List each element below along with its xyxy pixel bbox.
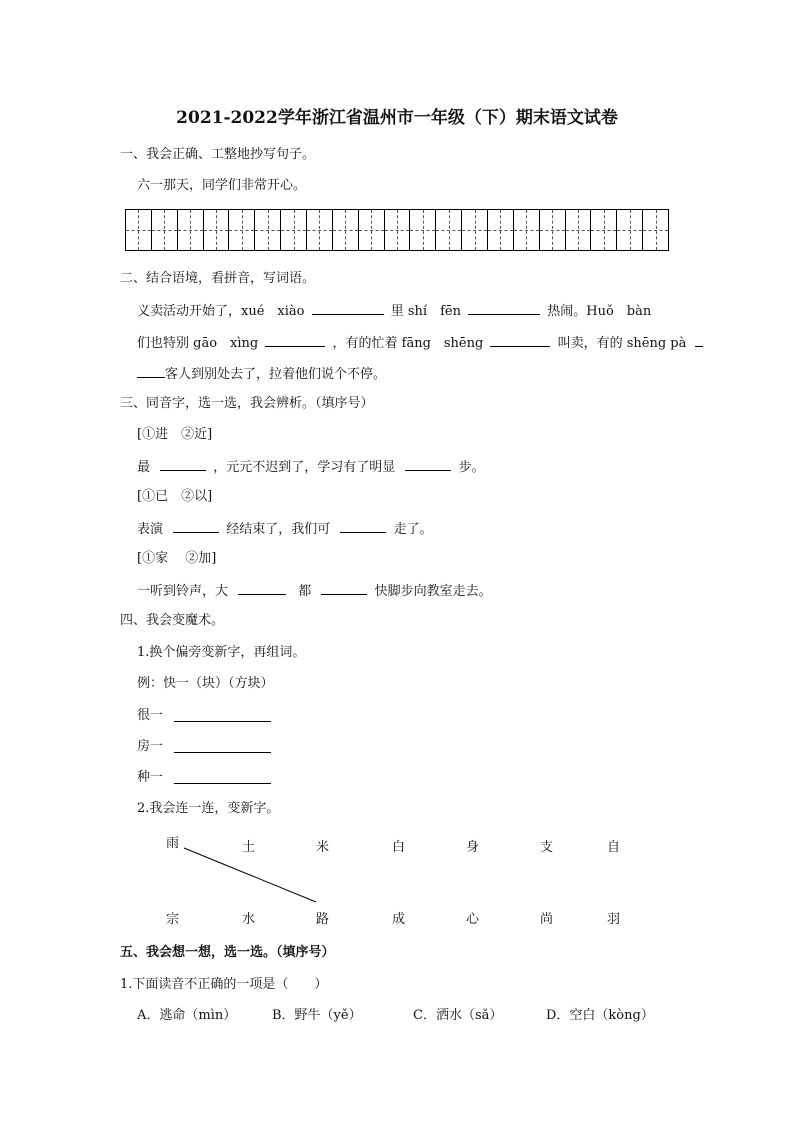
option-b[interactable]: B．野牛（yě） bbox=[272, 1008, 362, 1023]
text: 们也特别 gāo xìng bbox=[137, 336, 259, 351]
bottom-char[interactable]: 宗 bbox=[166, 912, 180, 927]
question-5-1: 1.下面读音不正确的一项是（ ） bbox=[120, 977, 328, 992]
top-char[interactable]: 支 bbox=[540, 840, 554, 855]
section-1-heading: 一、我会正确、工整地抄写句子。 bbox=[120, 147, 316, 162]
top-char[interactable]: 土 bbox=[242, 840, 256, 855]
text: 里 shí fēn bbox=[390, 304, 461, 319]
top-char[interactable]: 米 bbox=[316, 840, 330, 855]
item-label: 种一 bbox=[137, 770, 164, 785]
top-char[interactable]: 身 bbox=[466, 840, 480, 855]
text: ，元元不迟到了，学习有了明显 bbox=[213, 460, 396, 475]
part-4-2: 2.我会连一连，变新字。 bbox=[137, 801, 280, 816]
part-4-1: 1.换个偏旁变新字，再组词。 bbox=[137, 645, 306, 660]
example: 例：快一（块）（方块） bbox=[137, 676, 274, 691]
text: 客人到别处去了，拉着他们说个不停。 bbox=[165, 367, 387, 382]
text: 步。 bbox=[458, 460, 485, 475]
text: 表演 bbox=[137, 522, 164, 537]
copy-sentence: 六一那天，同学们非常开心。 bbox=[137, 178, 307, 193]
char-group-3: [①家 ②加] bbox=[137, 551, 217, 566]
section-5-heading: 五、我会想一想，选一选。（填序号） bbox=[120, 945, 335, 960]
bottom-char[interactable]: 心 bbox=[466, 912, 480, 927]
text: 热闹。Huǒ bàn bbox=[547, 304, 652, 319]
option-d[interactable]: D．空白（kòng） bbox=[546, 1008, 654, 1023]
text: 一听到铃声，大 bbox=[137, 584, 229, 599]
char-group-2: [①已 ②以] bbox=[137, 489, 213, 504]
text: ，有的忙着 fāng shēng bbox=[332, 336, 484, 351]
bottom-char[interactable]: 成 bbox=[392, 912, 406, 927]
bottom-char[interactable]: 尚 bbox=[540, 912, 554, 927]
text: 经结束了，我们可 bbox=[226, 522, 331, 537]
item-label: 房一 bbox=[137, 739, 164, 754]
bottom-char[interactable]: 路 bbox=[316, 912, 330, 927]
page-title: 2021-2022学年浙江省温州市一年级（下）期末语文试卷 bbox=[176, 108, 618, 128]
top-char[interactable]: 自 bbox=[607, 840, 621, 855]
text: 都 bbox=[298, 584, 312, 599]
section-4-heading: 四、我会变魔术。 bbox=[120, 613, 225, 628]
text: 走了。 bbox=[393, 522, 433, 537]
option-a[interactable]: A．逃命（mìn） bbox=[137, 1008, 237, 1023]
option-c[interactable]: C．洒水（sǎ） bbox=[413, 1008, 503, 1023]
section-3-heading: 三、同音字，选一选，我会辨析。（填序号） bbox=[120, 396, 374, 411]
bottom-char[interactable]: 水 bbox=[242, 912, 256, 927]
char-group-1: [①进 ②近] bbox=[137, 427, 213, 442]
item-label: 很一 bbox=[137, 708, 164, 723]
section-2-heading: 二、结合语境，看拼音，写词语。 bbox=[120, 271, 316, 286]
text: 叫卖，有的 shēng pà bbox=[557, 336, 687, 351]
text: 义卖活动开始了，xué xiào bbox=[137, 304, 305, 319]
text: 快脚步向教室走去。 bbox=[374, 584, 492, 599]
top-char[interactable]: 雨 bbox=[166, 836, 180, 851]
bottom-char[interactable]: 羽 bbox=[607, 912, 621, 927]
top-char[interactable]: 白 bbox=[392, 840, 406, 855]
text: 最 bbox=[137, 460, 151, 475]
